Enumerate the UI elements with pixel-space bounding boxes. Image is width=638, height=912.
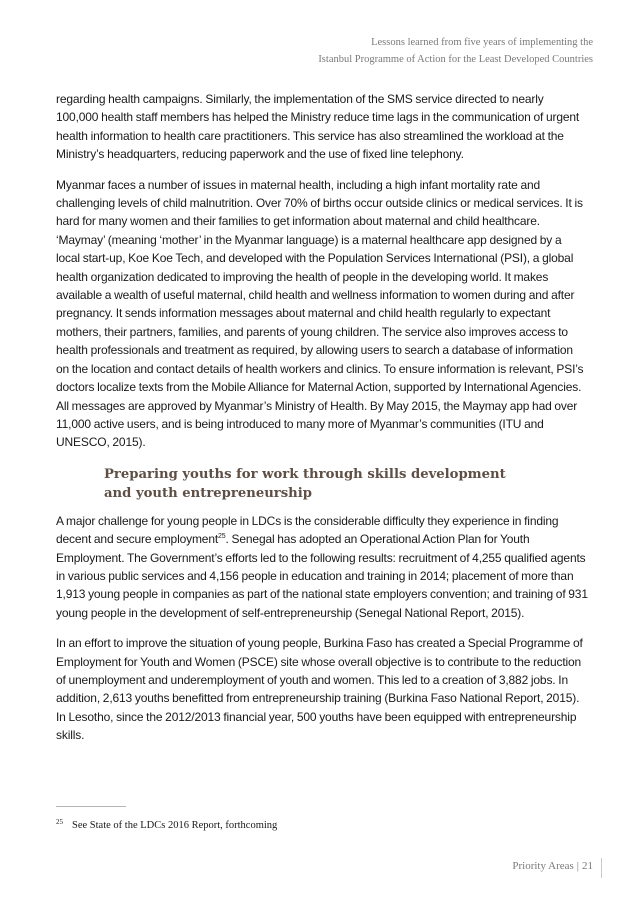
paragraph-burkina-faso: In an effort to improve the situation of young people, Burkina Faso has created a Special Programme of Employment for Youth and Women (PSCE) site whose overall objective is to contribute to the reduction of unemployment and underemployment of youth and women. This led to a creation of 3,882 jobs. In addition, 2,613 youths benefitted from entrepreneurship training (Burkina Faso National Report, 2015). In Lesotho, since the 2012/2013 financial year, 500 youths have been equipped with entrepreneurship skills.: [56, 636, 583, 743]
paragraph-sms-service: regarding health campaigns. Similarly, the implementation of the SMS service directed to nearly 100,000 health staff members has helped the Ministry reduce time lags in the communication of urgent health information to health care practitioners. This service has also streamlined the workload at the Ministry’s headquarters, reducing paperwork and the use of fixed line telephony.: [56, 92, 580, 162]
footnote-text: See State of the LDCs 2016 Report, forthcoming: [72, 820, 278, 831]
running-header-line-2: Istanbul Programme of Action for the Least Developed Countries: [318, 54, 593, 65]
footnote-reference: 25: [218, 533, 226, 541]
page-number: 21: [582, 860, 593, 872]
paragraph-myanmar-maymay: Myanmar faces a number of issues in maternal health, including a high infant mortality rate and challenging levels of child malnutrition. Over 70% of births occur outside clinics or medical services. It is hard for many women and their families to get information about maternal and child healthcare. ‘Maymay’ (meaning ‘mother’ in the Myanmar language) is a maternal healthcare app designed by a local start-up, Koe Koe Tech, and developed with the Population Services International (PSI), a global health organization dedicated to improving the health of people in the developing world. It makes available a wealth of useful maternal, child health and wellness information to women during and after pregnancy. It sends information messages about maternal and child health regularly to expectant mothers, their partners, families, and parents of young children. The service also improves access to health professionals and treatment as required, by allowing users to search a database of information on the location and contact details of health workers and clinics. To ensure information is relevant, PSI’s doctors localize texts from the Mobile Alliance for Maternal Action, supported by International Agencies. All messages are approved by Myanmar’s Ministry of Health. By May 2015, the Maymay app had over 11,000 active users, and is being introduced to many more of Myanmar’s communities (ITU and UNESCO, 2015).: [56, 177, 584, 450]
running-header: [318, 34, 593, 68]
section-heading-line-1: Preparing youths for work through skills development: [104, 466, 506, 482]
footer-separator: |: [576, 860, 579, 872]
page-footer: [504, 860, 593, 872]
footnote: [56, 819, 277, 833]
paragraph-senegal-text-end: . Senegal has adopted an Operational Action Plan for Youth Employment. The Government’s efforts led to the following results: recruitment of 4,255 qualified agents in various public services and 4,156 people in education and training in 2014; placement of more than 1,913 young people in companies as part of the national state employers convention; and training of 931 young people in the development of self-entrepreneurship (Senegal National Report, 2015).: [56, 532, 588, 620]
footnote-number: 25: [56, 817, 63, 826]
footer-section-name: Priority Areas: [512, 860, 574, 872]
footnote-divider: [56, 806, 126, 807]
paragraph-senegal-text-start: A major challenge for young people in LDCs is the considerable difficulty they experience in finding decent and secure employment: [56, 513, 559, 547]
running-header-line-1: Lessons learned from five years of implementing the: [371, 37, 593, 48]
paragraph-senegal: [56, 512, 588, 622]
section-heading: [104, 465, 588, 503]
section-heading-line-2: and youth entrepreneurship: [104, 485, 312, 501]
footer-divider: [601, 858, 602, 878]
body-text: [56, 90, 588, 757]
